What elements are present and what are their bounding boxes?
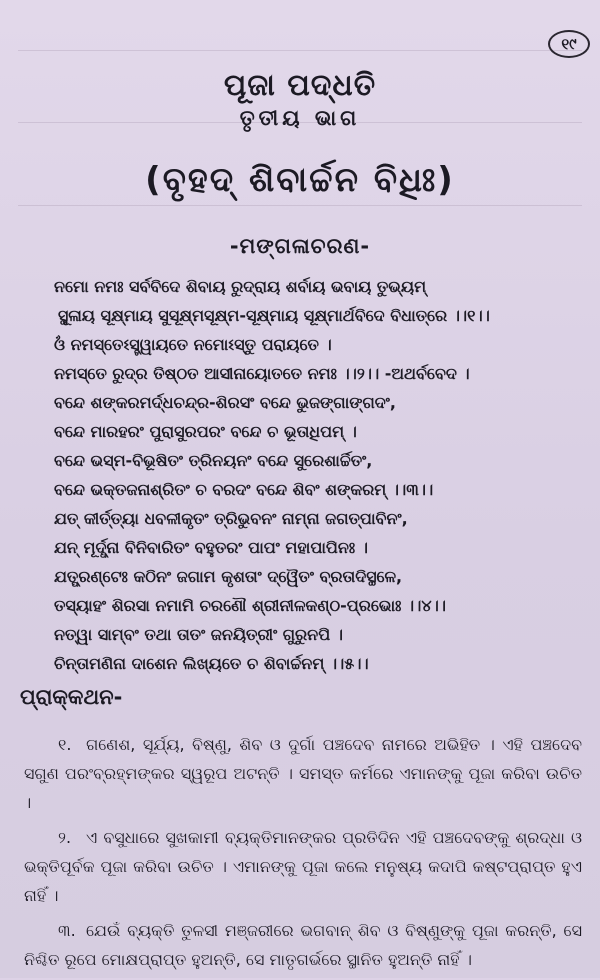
verse-line: ଯତ୍ପ୍ରଣ୍ଟେଃ କଠିନଂ ଜଗାମ କୃଶତାଂ ଦ୍ୱୈତଂ ବ୍ରତାଦିସ୍ଥଳେ, <box>54 567 403 586</box>
prakkathana-paragraphs <box>24 730 582 980</box>
verse-line: ବନ୍ଦେ ଭସ୍ମ-ବିଭୂଷିତଂ ତ୍ରିନୟନଂ ବନ୍ଦେ ସୁରେଶାର୍ଚ୍ଚିତଂ, <box>54 451 373 470</box>
verse-line: ଚିନ୍ତାମଣିନା ଦାଶେନ ଲିଖ୍ୟତେ ଚ ଶିବାର୍ଚ୍ଚନମ୍ ।।୫।। <box>54 654 369 673</box>
verse-line: ନତ୍ୱା ସାମ୍ବଂ ତଥା ତାତଂ ଜନୟିତ୍ରୀଂ ଗୁରୁନପି । <box>54 625 343 644</box>
prakkathana-heading: ପ୍ରାକ୍କଥନ- <box>20 685 123 709</box>
verse-line: ବନ୍ଦେ ମାରହରଂ ପୁରାସୁରପରଂ ବନ୍ଦେ ଚ ଭୂତାଧିପମ୍ । <box>54 422 357 441</box>
paragraph <box>24 730 582 817</box>
verse-line: ନମସ୍ତେ ରୁଦ୍ର ତିଷ୍ଠତ ଆସୀନାୟୋତତେ ନମଃ ।।୨।। -ଅଥର୍ବବେଦ । <box>54 364 470 383</box>
page-subtitle: ତୃତୀୟ ଭାଗ <box>239 106 361 130</box>
paragraph-number: ୨. <box>58 828 72 847</box>
paragraph-text: ଯେଉଁ ବ୍ୟକ୍ତି ତୁଳସୀ ମଞ୍ଜରୀରେ ଭଗବାନ୍ ଶିବ ଓ ବିଷ୍ଣୁଙ୍କୁ ପୂଜା କରନ୍ତି, ସେ ନିଶ୍ଚିତ ରୂପେ ମୋକ୍ଷପ୍ରାପ୍ତ ହୁଅନ୍ତି, ସେ ମାତୃଗର୍ଭରେ ସ୍ଥାନିତ ହୁଅନ୍ତି ନାହିଁ । <box>24 921 582 969</box>
verse-line: ବନ୍ଦେ ଶଙ୍କରମର୍ଦ୍ଧଚନ୍ଦ୍ର-ଶିରସଂ ବନ୍ଦେ ଭୁଜଙ୍ଗାଙ୍ଗଦଂ, <box>54 393 396 412</box>
page-number: ୧୯ <box>548 30 590 58</box>
verse-line: ଯନ୍ ମୂର୍ଦ୍ଧ୍ନା ବିନିବାରିତଂ ବହୁତରଂ ପାପଂ ମହାପାପିନଃ । <box>54 538 368 557</box>
verse-line: ତସ୍ୟାହଂ ଶିରସା ନମାମି ଚରଣୌ ଶ୍ରୀନୀଳକଣ୍ଠ-ପ୍ରଭୋଃ ।।୪।। <box>54 596 446 615</box>
page-title: ପୂଜା ପଦ୍ଧତି <box>223 68 377 103</box>
paragraph <box>24 823 582 910</box>
main-heading: (ବୃହଦ୍ ଶିବାର୍ଚ୍ଚନ ବିଧିଃ) <box>145 160 455 200</box>
verse-line: ଓଁ ନମସ୍ତେଽସ୍ତ୍ୱାୟତେ ନମୋଽସ୍ତୁ ପରାୟତେ । <box>54 335 332 354</box>
bleed-through-line <box>18 205 582 206</box>
paragraph-text: ଏ ବସୁଧାରେ ସୁଖକାମୀ ବ୍ୟକ୍ତିମାନଙ୍କର ପ୍ରତିଦିନ ଏହି ପଞ୍ଚଦେବଙ୍କୁ ଶ୍ରଦ୍ଧା ଓ ଭକ୍ତିପୂର୍ବକ ପୂଜା କରିବା ଉଚିତ । ଏମାନଙ୍କୁ ପୂଜା କଲେ ମନୁଷ୍ୟ କଦାପି କଷ୍ଟପ୍ରାପ୍ତ ହୁଏ ନାହିଁ । <box>24 828 582 905</box>
verse-line: ସ୍ଥୂଳାୟ ସୂକ୍ଷ୍ମାୟ ସୁସୂକ୍ଷ୍ମସୂକ୍ଷ୍ମ-ସୂକ୍ଷ୍ମାୟ ସୂକ୍ଷ୍ମାର୍ଥବିଦେ ବିଧାତ୍ରେ ।।୧।। <box>58 306 490 325</box>
verse-line: ଯତ୍ କୀର୍ତ୍ତ୍ୟା ଧବଳୀକୃତଂ ତ୍ରିଭୁବନଂ ନାମ୍ନା ଜଗତ୍ପାବିନଂ, <box>54 509 408 528</box>
paragraph <box>24 916 582 974</box>
paragraph-number: ୧. <box>58 735 72 754</box>
verse-line: ବନ୍ଦେ ଭକ୍ତଜନାଶ୍ରିତଂ ଚ ବରଦଂ ବନ୍ଦେ ଶିବଂ ଶଙ୍କରମ୍ ।।୩।। <box>54 480 434 499</box>
paragraph-text: ଗଣେଶ, ସୂର୍ଯ୍ୟ, ବିଷ୍ଣୁ, ଶିବ ଓ ଦୁର୍ଗା ପଞ୍ଚଦେବ ନାମରେ ଅଭିହିତ । ଏହି ପଞ୍ଚଦେବ ସଗୁଣ ପରଂବ୍ରହ୍ମଙ୍କର ସ୍ୱରୂପ ଅଟନ୍ତି । ସମସ୍ତ କର୍ମରେ ଏମାନଙ୍କୁ ପୂଜା କରିବା ଉଚିତ । <box>24 735 582 812</box>
paragraph-number: ୩. <box>58 921 76 940</box>
bleed-through-line <box>18 50 582 51</box>
verse-block <box>54 272 594 678</box>
verse-line: ନମୋ ନମଃ ସର୍ବବିଦେ ଶିବାୟ ରୁଦ୍ରାୟ ଶର୍ବାୟ ଭବାୟ ତୁଭ୍ୟମ୍ <box>54 277 427 296</box>
mangalacharana-heading: -ମଙ୍ଗଳାଚରଣ- <box>229 234 371 258</box>
